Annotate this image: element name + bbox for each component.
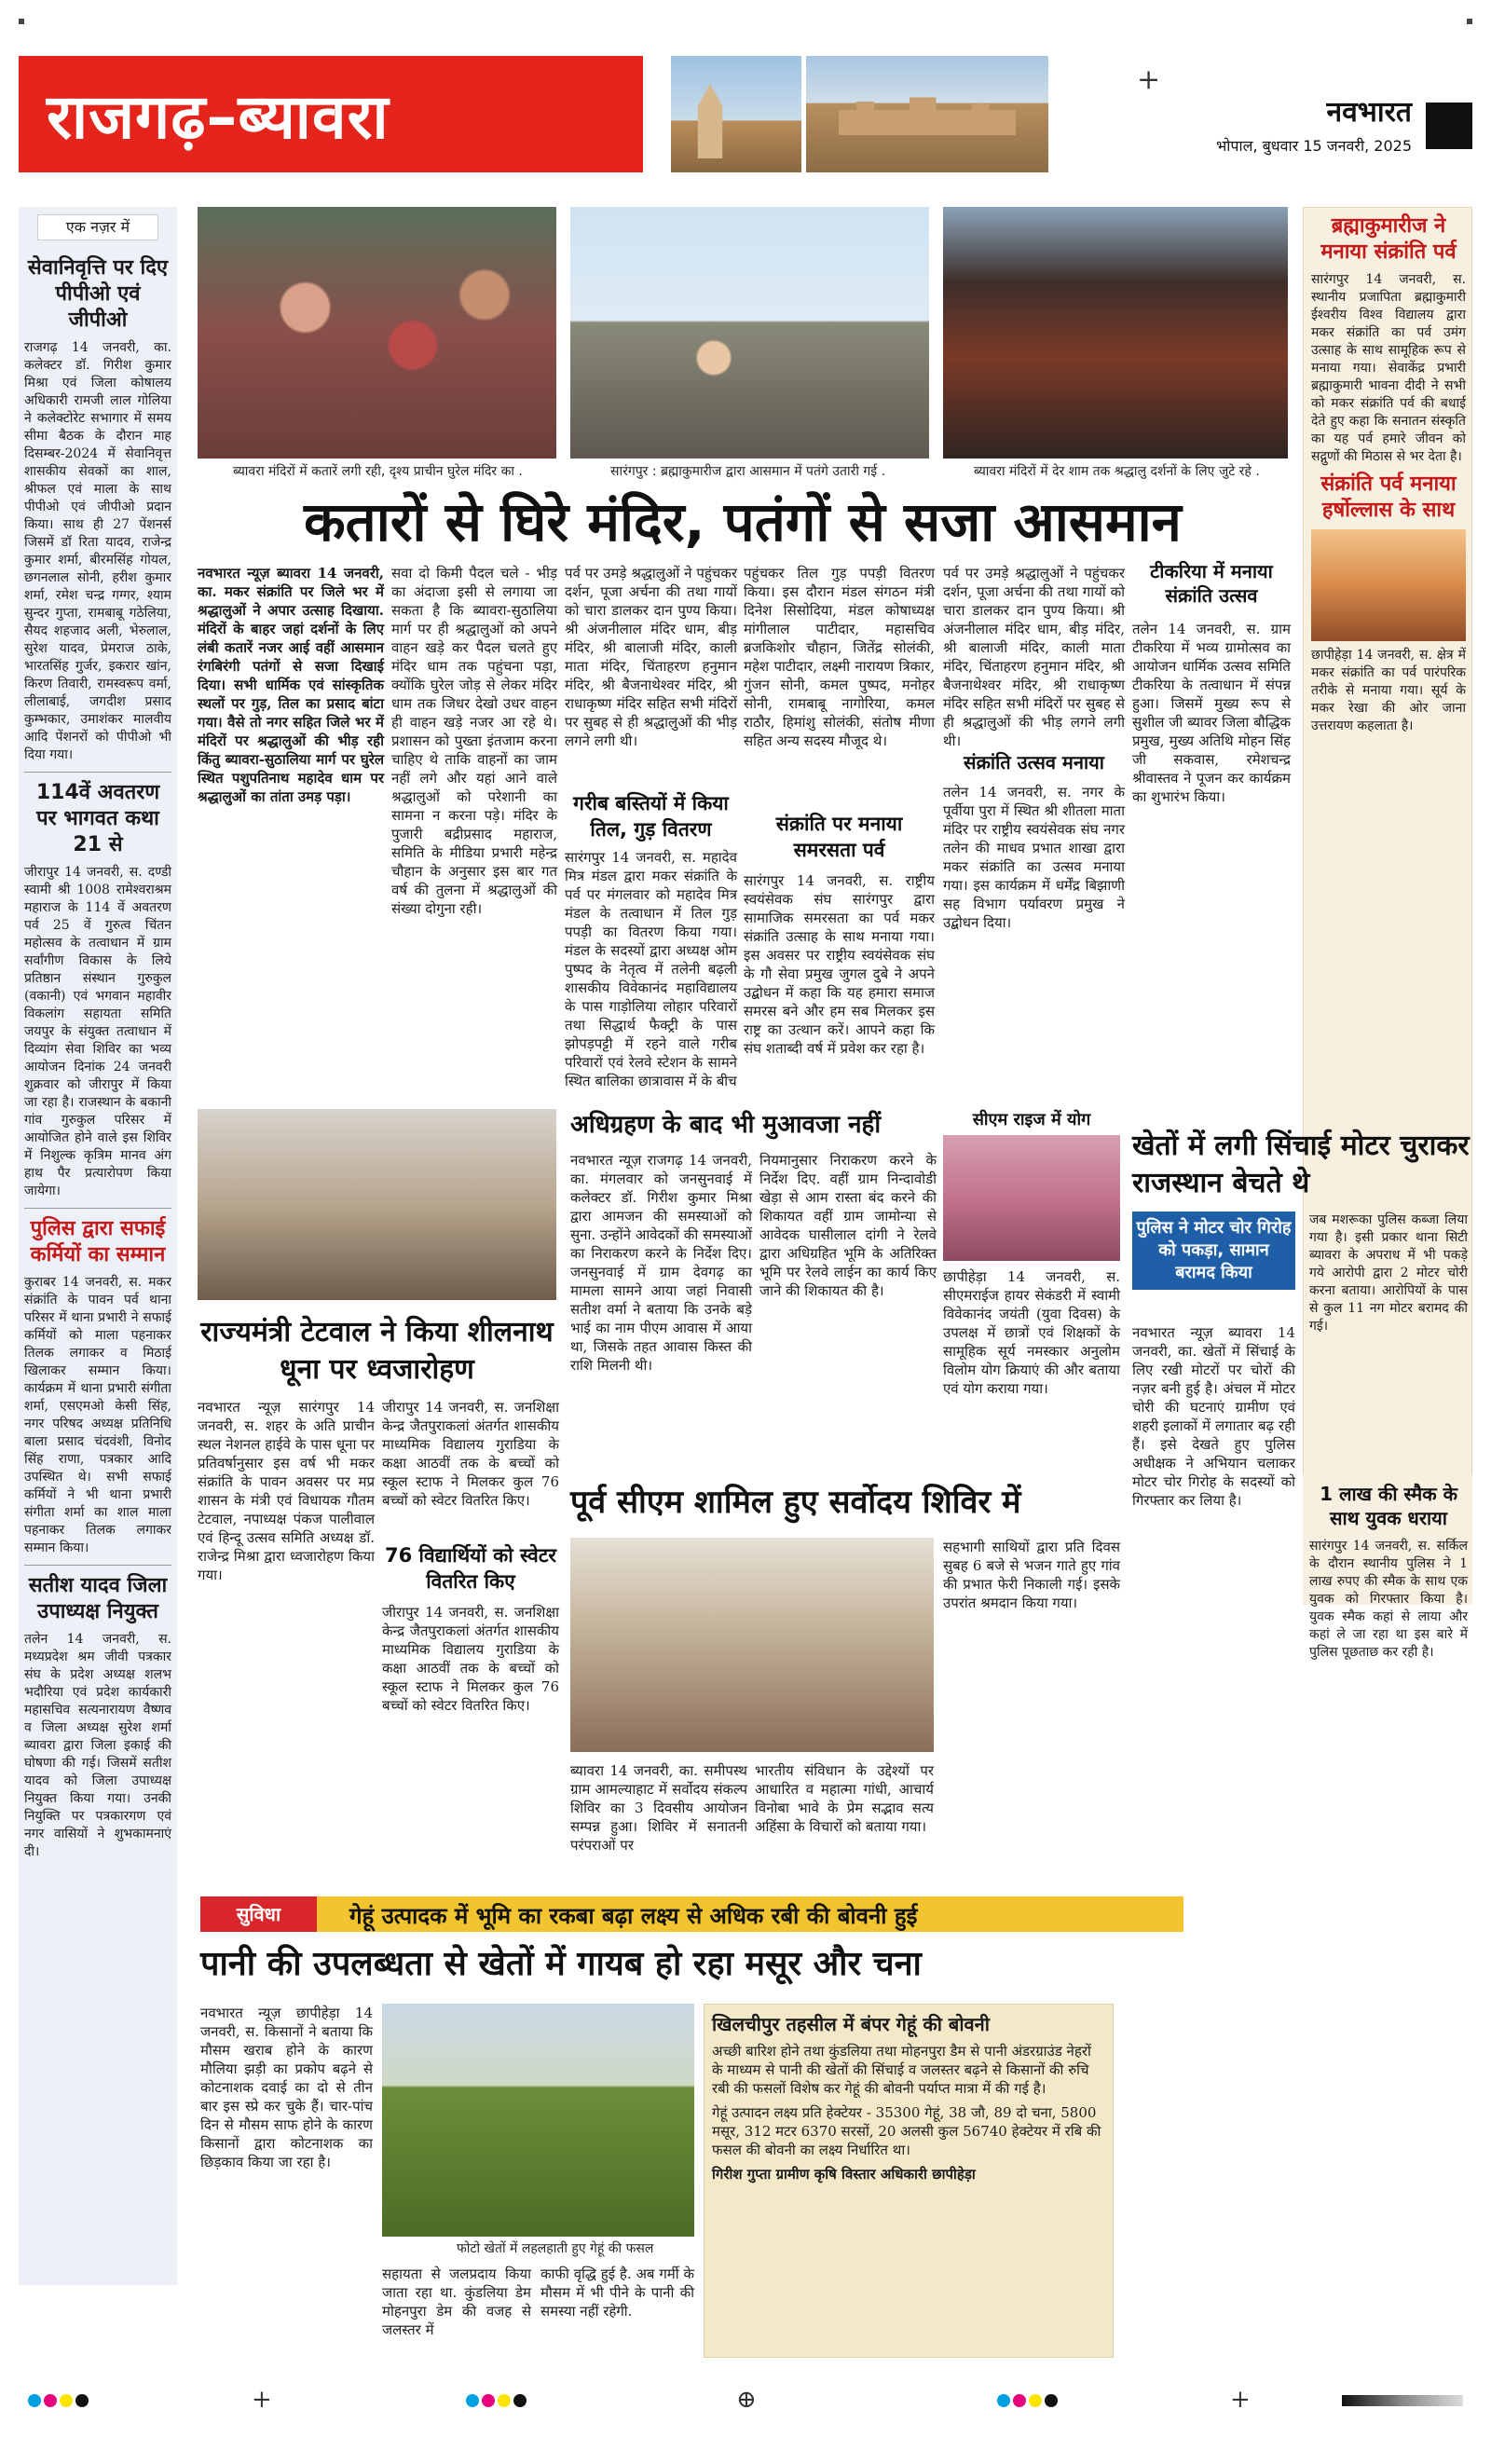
lead-continued (943, 564, 1125, 749)
meeting-photo (570, 1538, 934, 1752)
story-text: नवभारत न्यूज़ ब्यावरा 14 जनवरी, का. खेतों में सिंचाई के लिए रखी मोटरों पर चोरों की नज़र बनी हुई है। अंचल में मोटर चोरी की घटनाएं ग्रामीण एवं शहरी इलाकों में लगातार बढ़ रही हैं। इसे देखते हुए पुलिस अधीक्षक ने अभियान चलाकर मोटर चोर गिरोह के सदस्यों को गिरफ्तार कर लिया है। (1132, 1324, 1295, 1509)
color-bar-left (28, 2393, 91, 2411)
sidebar-content (24, 248, 171, 1865)
story-body (382, 1398, 559, 1528)
story-text: सारंगपुर 14 जनवरी, स. सर्किल के दौरान स्थानीय पुलिस ने 1 लाख रुपए की स्मैक के साथ एक युवक को गिरफ्तार किया है। युवक स्मैक कहां से लाया और कहां ले जा रहा था इस बारे में पुलिस पूछताछ कर रही है। (1309, 1539, 1468, 1660)
story-headline: पानी की उपलब्धता से खेतों में गायब हो रहा मसूर और चना (200, 1945, 922, 1983)
wheat-field-photo (382, 2004, 694, 2237)
story-text: तलेन 14 जनवरी, स. नगर के पूर्वीया पुरा में स्थित श्री शीतला माता मंदिर पर राष्ट्रीय स्वयंसेवक संघ नगर तलेन की माधव प्रभात शाखा द्वारा मकर संक्रांति का उत्सव मनाया गया। इस कार्यक्रम में धर्मेंद्र बिझाणी सह विभाग पर्यावरण प्रमुख ने उद्बोधन दिया। (943, 784, 1125, 931)
story-headline: संक्रांति पर्व मनाया हर्षोल्लास के साथ (1320, 472, 1457, 522)
plus-mark-icon: + (1137, 63, 1161, 96)
lead-column-3 (565, 564, 737, 783)
story-headline: राज्यमंत्री टेटवाल ने किया शीलनाथ धूना पर ध्वजारोहण (200, 1316, 554, 1386)
story-headline: संक्रांति पर मनाया समरसता पर्व (775, 813, 903, 861)
story-body (570, 1151, 752, 1472)
story-text: नवभारत न्यूज़ राजगढ़ 14 जनवरी, का. मंगलवार को जनसुनवाई में कलेक्टर डॉ. गिरीश कुमार मिश्रा द्वारा आमजन की समस्याओं को सुना. उन्होंने आवेदकों की समस्याओं का निराकरण करने के निर्देश दिए। जनसुनवाई में ग्राम देवगढ़ का मामला सामने आया जहां निवासी सतीश वर्मा ने बताया कि उनके बड़े भाई का नाम पीएम आवास में आया था, जिसके तहत आवास किस्त की राशि मिलनी थी। (570, 1152, 752, 1374)
story-body (540, 2265, 694, 2358)
temple-night-photo (943, 207, 1288, 459)
story-text: सारंगपुर 14 जनवरी, स. स्थानीय प्रजापिता ब्रह्माकुमारी ईश्वरीय विश्व विद्यालय द्वारा मकर संक्रांति का पर्व उमंग उत्साह के साथ सामूहिक रूप से मनाया गया। सेवाकेंद्र प्रभारी ब्रह्माकुमारी भावना दीदी ने सभी को मकर संक्रांति पर्व की बधाई देते हुए कहा कि सनातन संस्कृति का यह पर्व हमारे जीवन को सद्गुणों की मिठास से भर देता है। (1311, 272, 1466, 464)
registration-mark-top-left (19, 19, 24, 24)
photo-caption: ब्यावरा मंदिरों में देर शाम तक श्रद्धालु दर्शनों के लिए जुटे रहे . (974, 464, 1260, 479)
story-body (570, 1761, 747, 1887)
brief-body: कुराबर 14 जनवरी, स. मकर संक्रांति के पावन पर्व थाना परिसर में थाना प्रभारी ने सफाई कर्मियों को माला पहनाकर तिलक लगाकर व मिठाई खिलाकर सम्मान किया। कार्यक्रम में थाना प्रभारी संगीता शर्मा, एसएमओ केसी सिंह, नगर परिषद अध्यक्ष प्रतिनिधि बाला प्रसाद चंदवंशी, विनोद सिंह राणा, पत्रकार आदि उपस्थित थे। सभी सफाई कर्मियों ने भी थाना प्रभारी संगीता शर्मा का शाल माला पहनाकर तिलक लगाकर सम्मान किया। (24, 1275, 171, 1555)
story-headline: 1 लाख की स्मैक के साथ युवक धराया (1320, 1483, 1457, 1529)
khilchipur-box (704, 2004, 1114, 2358)
brief-headline: सेवानिवृत्ति पर दिए पीपीओ एवं जीपीओ (27, 256, 169, 332)
lead-column-2 (391, 564, 557, 1095)
lead-intro: नवभारत न्यूज़ ब्यावरा 14 जनवरी, का. मकर संक्रांति पर जिले भर में श्रद्धालुओं ने अपार उत्साह दिखाया. मंदिरों के बाहर जहां दर्शनों के लिए लंबी कतारें नजर आई वहीं आसमान रंगबिरंगी पतंगों से सजा दिखाई दिया। सभी धार्मिक एवं सांस्कृतिक स्थलों पर गुड़, तिल का प्रसाद बांटा गया। वैसे तो नगर सहित जिले भर में मंदिरों पर श्रद्धालुओं की भीड़ रही किंतु ब्यावरा-सुठालिया मार्ग पर घुरेल स्थित पशुपतिनाथ महादेव धाम पर श्रद्धालुओं का तांता उमड़ पड़ा। (198, 565, 384, 805)
story-text: जीरापुर 14 जनवरी, स. जनशिक्षा केन्द्र जैतपुराकलां अंतर्गत शासकीय माध्यमिक विद्यालय गुराडिया के कक्षा आठवीं तक के बच्चों को स्कूल स्टाफ ने मिलकर कुल 76 बच्चों को स्वेटर वितरित किए। (382, 1604, 559, 1714)
story-text: नवभारत न्यूज़ सारंगपुर 14 जनवरी, स. शहर के अति प्राचीन स्थल नेशनल हाईवे के पास धूना पर प्रतिवर्षानुसार इस वर्ष भी मकर संक्रांति के पावन अवसर पर मप्र शासन के मंत्री एवं विधायक गौतम टेटवाल, नपाध्यक्ष पंकज पालीवाल एवं हिन्दू उत्सव समिति अध्यक्ष डॉ. राजेन्द्र मिश्रा द्वारा ध्वजारोहण किया गया। (198, 1399, 375, 1583)
photo-caption: सारंगपुर : ब्रह्माकुमारीज द्वारा आसमान में पतंगे उतारी गई . (610, 464, 886, 479)
brand-square-icon (1426, 103, 1472, 149)
right-sidebar-content (1311, 208, 1466, 739)
story-body (1309, 1538, 1468, 2353)
box-text: अच्छी बारिश होने तथा कुंडलिया तथा मोहनपुरा डैम से पानी अंडरग्राउंड नेहरों के माध्यम से पानी की खेतों की सिंचाई व जलस्तर बढ़ने से किसानों की रुचि रबी की फसलों विशेष कर गेहूं की बोवनी पर्याप्त मात्रा में की गई है। (712, 2043, 1091, 2097)
story-text: छापीहेड़ा 14 जनवरी, स. सीएमराईज हायर सेकंडरी में स्वामी विवेकानंद जयंती (युवा दिवस) के उपलक्ष में छात्रों एवं शिक्षकों के सामूहिक सूर्य नमस्कार अनुलोम विलोम योग क्रियाएं की और बताया एवं योग कराया गया। (943, 1268, 1120, 1397)
masthead (19, 56, 1472, 172)
story-text: सारंगपुर 14 जनवरी, स. राष्ट्रीय स्वयंसेवक संघ सारंगपुर द्वारा सामाजिक समरसता का पर्व मकर संक्रांति उत्साह के साथ मनाया गया। इस अवसर पर राष्ट्रीय स्वयंसेवक संघ के गौ सेवा प्रमुख जुगल दुबे ने अपने उद्बोधन में कहा कि यह हमारा समाज समरस बने और हम सब मिलकर इस राष्ट्र का उत्थान करें। आपने कहा कि संघ शताब्दी वर्ष में प्रवेश कर रहा है। (744, 872, 935, 1057)
yoga-photo (943, 1135, 1120, 1261)
lead-column-1 (198, 564, 384, 825)
celebration-photo (1311, 529, 1466, 641)
story-text: तलेन 14 जनवरी, स. ग्राम टीकरिया में भव्य ग्रामोत्सव का आयोजन धार्मिक उत्सव समिति टीकरिया के तत्वाधान में संपन्न हुआ। जिसमें मुख्य रूप से सुशील जी ब्यावर जिला बौद्धिक प्रमुख, मुख्य अतिथि मोहन सिंह जी सकवास, रमेशचन्द्र श्रीवास्तव ने पूजन कर कार्यक्रम का शुभारंभ किया। (1132, 621, 1291, 805)
story-headline: गरीब बस्तियों में किया तिल, गुड़ वितरण (573, 792, 729, 841)
lead-text: पहुंचकर तिल गुड़ पपड़ी वितरण किया। इस दौरान मंडल संगठन मंत्री दिनेश सिसोदिया, मंडल कोषाध्यक्ष मांगीलाल पाटीदार, महासचिव ब्रजकिशोर चौहान, जितेंद्र सोलंकी, महेश पाटीदार, लक्ष्मी नारायण त्रिकार, गुंजन सोनी, कमल पुष्पद, मनोहर सोनी, रामबाबू नागोरिया, कमल राठौर, हिमांशु सोलंकी, संतोष मीणा सहित अन्य सदस्य मौजूद थे। (744, 565, 935, 749)
section-title: राजगढ़–ब्यावरा (47, 81, 390, 153)
divider (24, 1208, 171, 1209)
story-body (744, 871, 935, 1100)
story-body (943, 783, 1125, 1100)
edition-date: भोपाल, बुधवार 15 जनवरी, 2025 (1216, 137, 1412, 155)
lead-text: पर्व पर उमड़े श्रद्धालुओं ने पहुंचकर दर्शन, पूजा अर्चना की तथा गायों को चारा डालकर दान पुण्य किया। श्री अंजनीलाल मंदिर धाम, बीड़ मंदिर, श्री बालाजी मंदिर, काली माता मंदिर, चिंताहरण हनुमान मंदिर, श्री बैजनाथेश्वर मंदिर, श्री राधाकृष्ण मंदिर सहित सभी मंदिरों पर सुबह से ही श्रद्धालुओं की भीड़ लगने लगी थी। (565, 565, 737, 749)
story-body (943, 1538, 1120, 1887)
story-text: भारतीय संविधान के उद्देश्यों पर आधारित व महात्मा गांधी, आचार्य विनोबा भावे के प्रेम सद्भाव सत्य अहिंसा के विचारों को बताया गया। (755, 1762, 934, 1835)
story-text: नवभारत न्यूज़ छापीहेड़ा 14 जनवरी, स. किसानों ने बताया कि मौसम खराब होने के कारण मौलिया झड़ी का प्रकोप बढ़ने से कोटनाशक दवाई का दो से तीन बार इस स्प्रे कर चुके हैं। चार-पांच दिन से मौसम साफ होने के कारण किसानों द्वारा कोटनाशक का छिड़काव किया जा रहा है। (200, 2005, 373, 2170)
story-text: जीरापुर 14 जनवरी, स. जनशिक्षा केन्द्र जैतपुराकलां अंतर्गत शासकीय माध्यमिक विद्यालय गुराडिया के कक्षा आठवीं तक के बच्चों को स्कूल स्टाफ ने मिलकर कुल 76 बच्चों को स्वेटर वितरित किए। (382, 1399, 559, 1509)
story-headline: सीएम राइज में योग (972, 1110, 1091, 1129)
story-body (198, 1398, 375, 1882)
photo-caption: फोटो खेतों में लहलहाती हुए गेहूं की फसल (457, 2241, 654, 2256)
brief-headline: 114वें अवतरण पर भागवत कथा 21 से (35, 781, 160, 856)
crosshair-icon: ⊕ (736, 2386, 757, 2414)
rabi-banner (200, 1896, 1183, 1932)
story-body (565, 848, 737, 1100)
lead-column-4 (744, 564, 935, 749)
story-text: सहभागी साथियों द्वारा प्रति दिवस सुबह 6 बजे से भजन गाते हुए गांव की प्रभात फेरी निकाली गई। इसके उपरांत श्रमदान किया गया। (943, 1539, 1120, 1611)
story-body (1132, 1323, 1295, 2358)
box-signature: गिरीश गुप्ता ग्रामीण कृषि विस्तार अधिकारी छापीहेड़ा (712, 2166, 976, 2183)
story-text: सहायता से जलप्रदाय किया जाता रहा था. कुंडलिया डेम मोहनपुरा डेम की वजह से जलस्तर में (382, 2266, 531, 2338)
story-body (1132, 620, 1291, 1100)
story-headline: खेतों में लगी सिंचाई मोटर चुराकर राजस्थान बेचते थे (1132, 1129, 1470, 1199)
color-bar-right (997, 2393, 1060, 2411)
temple-queue-photo (198, 207, 556, 459)
box-text: गेहूं उत्पादन लक्ष्य प्रति हेक्टेयर - 35300 गेहूं, 38 जौ, 89 दो चना, 5800 मसूर, 312 मटर 6370 सरसों, 20 अलसी कुल 56740 हेक्टेयर में रबि की फसल की बोवनी का लक्ष्य निर्धारित था। (712, 2104, 1101, 2158)
news-brief-sidebar (19, 207, 177, 2285)
sidebar-tag: एक नज़र में (37, 214, 158, 240)
story-headline: टीकरिया में मनाया संक्रांति उत्सव (1150, 560, 1273, 607)
story-text: छापीहेड़ा 14 जनवरी, स. क्षेत्र में मकर संक्रांति का पर्व पारंपरिक तरीके से मनाया गया। सूर्य के मकर रेखा की ओर जाना उत्तरायण कहलाता है। (1311, 648, 1466, 733)
story-body (755, 1761, 934, 1887)
brief-body: राजगढ़ 14 जनवरी, का. कलेक्टर डॉ. गिरीश कुमार मिश्रा एवं जिला कोषालय अधिकारी रामजी लाल गोलिया ने कलेक्टोरेट सभागार में समय सीमा बैठक के दौरान माह दिसम्बर-2024 में सेवानिवृत्त शासकीय सेवकों का शाल, श्रीफल एवं माला के साथ पीपीओ एवं जीपीओ प्रदान किया। साथ ही 27 पेंशनर्स जिसमें डॉ रिता यादव, राजेन्द्र कुमार शर्मा, बीरमसिंह गोयल, छगनलाल सोनी, हरीश कुमार शर्मा, रमेश चन्द्र गग्गर, श्याम सुन्दर गुप्ता, रामबाबू गठेलिया, सैयद शहजाद अली, भेरुलाल, सुरेश यादव, प्रेमराज ठाके, भारतसिंह गुर्जर, इकरार खांन, किरण तिवारी, रामस्वरूप वर्मा, लीलाबाई, जगदीश प्रसाद कुम्भकार, उमाशंकर मालवीय आदि पेंशनरों को पीपीओ भी दिया गया। (24, 340, 171, 762)
ceremony-photo (198, 1109, 556, 1300)
banner-tag: सुविधा (200, 1896, 317, 1932)
story-text: सारंगपुर 14 जनवरी, स. महादेव मित्र मंडल द्वारा मकर संक्रांति के पर्व पर मंगलवार को महादेव मित्र मंडल के तत्वाधान में तिल गुड़ पपड़ी का वितरण किया गया। मंडल के सदस्यों द्वारा अध्यक्ष ओम पुष्पद के नेतृत्व में तलेनी बढ़ली शासकीय विवेकानंद महाविद्यालय के पास गाड़ोलिया लोहार परिवारों तथा सिद्धार्थ फैक्ट्री के पास झोपड़पट्टी में रहने वाले गरीब परिवारों एवं रेलवे स्टेशन के सामने स्थित बालिका छात्रावास में के बीच (565, 849, 737, 1089)
story-headline: ब्रह्माकुमारीज ने मनाया संक्रांति पर्व (1320, 214, 1457, 264)
temple-photo (671, 56, 801, 172)
lead-headline: कतारों से घिरे मंदिर, पतंगों से सजा आसमान (304, 490, 1182, 554)
banner-headline: गेहूं उत्पादक में भूमि का रकबा बढ़ा लक्ष्य से अधिक रबी की बोवनी हुई (349, 1903, 918, 1929)
story-text: जब मशरूका पुलिस कब्जा लिया गया है। इसी प्रकार थाना सिटी ब्यावरा के अपराध में भी पकड़े गये आरोपी द्वारा 2 मोटर चोरी करना बताया। आरोपियों के पास से कुल 11 नग मोटर बरामद की गई। (1309, 1212, 1468, 1334)
brief-body: तलेन 14 जनवरी, स. मध्यप्रदेश श्रम जीवी पत्रकार संघ के प्रदेश अध्यक्ष शलभ भदौरिया एवं प्रदेश कार्यकारी महासचिव सत्यनारायण वैष्णव व जिला अध्यक्ष सुरेश शर्मा ब्यावरा द्वारा जिला इकाई की घोषणा की गई। जिसमें सतीश यादव को जिला उपाध्यक्ष नियुक्त किया गया। उनकी नियुक्ति पर पत्रकारगण एवं नगर वासियों ने शुभकामनाएं दी। (24, 1632, 171, 1859)
story-body (943, 1267, 1120, 1472)
story-text: पर्व पर उमड़े श्रद्धालुओं ने पहुंचकर दर्शन, पूजा अर्चना की तथा गायों को चारा डालकर दान पुण्य किया। श्री अंजनीलाल मंदिर धाम, बीड़ मंदिर, श्री बालाजी मंदिर, काली माता मंदिर, चिंताहरण हनुमान मंदिर, श्री बैजनाथेश्वर मंदिर, श्री राधाकृष्ण मंदिर सहित सभी मंदिरों पर सुबह से ही श्रद्धालुओं की भीड़ लगने लगी थी। (943, 565, 1125, 749)
subheadline-tag: पुलिस ने मोटर चोर गिरोह को पकड़ा, सामान बरामद किया (1132, 1211, 1295, 1290)
divider (24, 1565, 171, 1566)
kite-event-photo (570, 207, 929, 459)
story-headline: संक्रांति उत्सव मनाया (964, 751, 1104, 773)
box-headline: खिलचीपुर तहसील में बंपर गेहूं की बोवनी (712, 2013, 990, 2035)
divider (24, 772, 171, 773)
story-body (382, 2265, 531, 2358)
story-text: काफी वृद्धि हुई है. अब गर्मी के मौसम में भी पीने के पानी की समस्या नहीं रहेगी. (540, 2266, 694, 2320)
story-body (759, 1151, 937, 1472)
story-headline: अधिग्रहण के बाद भी मुआवजा नहीं (570, 1111, 882, 1139)
color-bar-center (466, 2393, 529, 2411)
plus-mark-icon: + (252, 2386, 272, 2414)
brief-headline: सतीश यादव जिला उपाध्यक्ष नियुक्त (28, 1574, 168, 1623)
story-headline: 76 विद्यार्थियों को स्वेटर वितरित किए (384, 1544, 556, 1593)
masthead-banner (19, 56, 643, 172)
story-text: ब्यावरा 14 जनवरी, का. समीपस्थ ग्राम आमल्याहाट में सर्वोदय संकल्प शिविर का 3 दिवसीय आयोजन सम्पन्न हुआ। शिविर में सनातनी परंपराओं पर (570, 1762, 747, 1854)
story-headline: पूर्व सीएम शामिल हुए सर्वोदय शिविर में (570, 1484, 1021, 1521)
photo-caption: ब्यावरा मंदिरों में कतारें लगी रही, दृश्य प्राचीन घुरेल मंदिर का . (233, 464, 523, 479)
newspaper-brand: नवभारत (1326, 96, 1412, 129)
lead-text: सवा दो किमी पैदल चले - भीड़ का अंदाजा इसी से लगाया जा सकता है कि ब्यावरा-सुठालिया मार्ग पर ही श्रद्धालुओं को अपने वाहन खड़े कर पैदल चलते हुए मंदिर धाम तक पहुंचना पड़ा, क्योंकि घुरेल जोड़ से लेकर मंदिर धाम तक जिधर देखो उधर वाहन ही वाहन खड़े नजर आ रहे थे। प्रशासन को पुख्ता इंतजाम करना चाहिए थे ताकि वाहनों का जाम नहीं लगे और यहां आने वाले श्रद्धालुओं को परेशानी का सामना न करना पड़े। मंदिर के पुजारी बद्रीप्रसाद महाराज, समिति के मीडिया प्रभारी महेन्द्र चौहान के अनुसार इस बार गत वर्ष की तुलना में श्रद्धालुओं की संख्या दोगुना रही। (391, 565, 557, 917)
registration-mark-top-right (1467, 19, 1472, 24)
grey-tone-bar (1342, 2395, 1463, 2406)
brief-headline: पुलिस द्वारा सफाई कर्मियों का सम्मान (30, 1217, 166, 1266)
story-text: नियमानुसार निराकरण करने के निर्देश दिए. वहीं ग्राम निन्दावोडी खेड़ा से आम रास्ता बंद करने की शिकायत वहीं ग्राम जामोन्या से आवेदक घासीलाल दांगी ने रेलवे द्वारा अधिग्रहित भूमि के अतिरिक्त भूमि पर रेलवे लाईन का कार्य किए जाने की शिकायत की है। (759, 1152, 937, 1299)
story-body (1309, 1211, 1468, 1468)
story-body (200, 2004, 373, 2358)
story-body (382, 1603, 559, 1882)
brief-body: जीरापुर 14 जनवरी, स. दण्डी स्वामी श्री 1008 रामेश्वराश्रम महाराज के 114 वें अवतरण पर्व 25 वें गुरुत्व चिंतन महोत्सव के तत्वाधान में ग्राम सर्वांगीण विकास के लिये प्रतिष्ठान संस्थान गुरुकुल (वकानी) एवं भगवान महावीर विकलांग सहायता समिति जयपुर के संयुक्त तत्वाधान में दिव्यांग सेवा शिविर का भव्य आयोजन दिनांक 24 जनवरी शुक्रवार को जीरापुर में किया जा रहा है। राजस्थान के बकानी गांव गुरुकुल परिसर में आयोजित होने वाले इस शिविर में निशुल्क कृत्रिम मानव अंग हाथ पैर प्रत्यारोपण किया जायेगा। (24, 865, 171, 1198)
plus-mark-icon: + (1230, 2386, 1251, 2414)
